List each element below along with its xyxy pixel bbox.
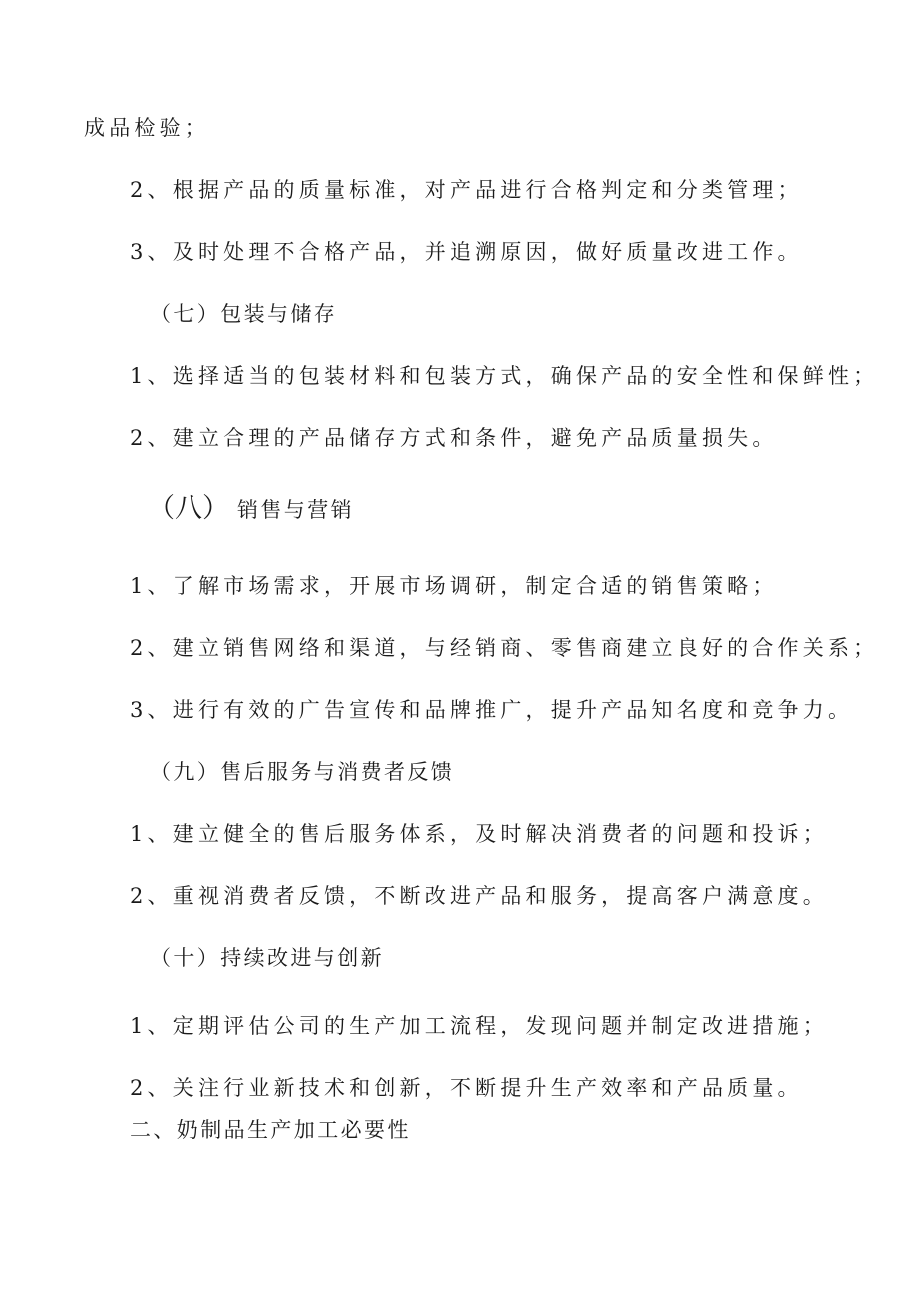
paragraph-inspection-cont: 成品检验； — [84, 116, 210, 140]
paragraph-new-technology: 2、关注行业新技术和创新，不断提升生产效率和产品质量。 — [130, 1076, 803, 1100]
paragraph-nonconforming-products: 3、及时处理不合格产品，并追溯原因，做好质量改进工作。 — [130, 240, 803, 264]
chapter-heading-necessity: 二、奶制品生产加工必要性 — [130, 1118, 411, 1142]
paragraph-consumer-feedback: 2、重视消费者反馈，不断改进产品和服务，提高客户满意度。 — [130, 884, 828, 908]
paragraph-advertising: 3、进行有效的广告宣传和品牌推广，提升产品知名度和竞争力。 — [130, 698, 854, 722]
paragraph-sales-network: 2、建立销售网络和渠道，与经销商、零售商建立良好的合作关系； — [130, 636, 879, 660]
section-heading-sales-title: 销售与营销 — [237, 498, 354, 522]
section-heading-packaging: （七）包装与储存 — [150, 302, 338, 326]
paragraph-quality-judgement: 2、根据产品的质量标准，对产品进行合格判定和分类管理； — [130, 178, 803, 202]
paragraph-storage-conditions: 2、建立合理的产品储存方式和条件，避免产品质量损失。 — [130, 426, 778, 450]
section-heading-sales-number: （八） — [148, 493, 229, 524]
section-heading-improvement: （十）持续改进与创新 — [150, 946, 384, 970]
paragraph-process-evaluation: 1、定期评估公司的生产加工流程，发现问题并制定改进措施； — [130, 1014, 828, 1038]
paragraph-packaging-materials: 1、选择适当的包装材料和包装方式，确保产品的安全性和保鲜性； — [130, 364, 879, 388]
paragraph-market-research: 1、了解市场需求，开展市场调研，制定合适的销售策略； — [130, 574, 778, 598]
section-heading-sales — [148, 495, 354, 524]
paragraph-after-sales-system: 1、建立健全的售后服务体系，及时解决消费者的问题和投诉； — [130, 822, 828, 846]
section-heading-after-sales: （九）售后服务与消费者反馈 — [150, 760, 455, 784]
